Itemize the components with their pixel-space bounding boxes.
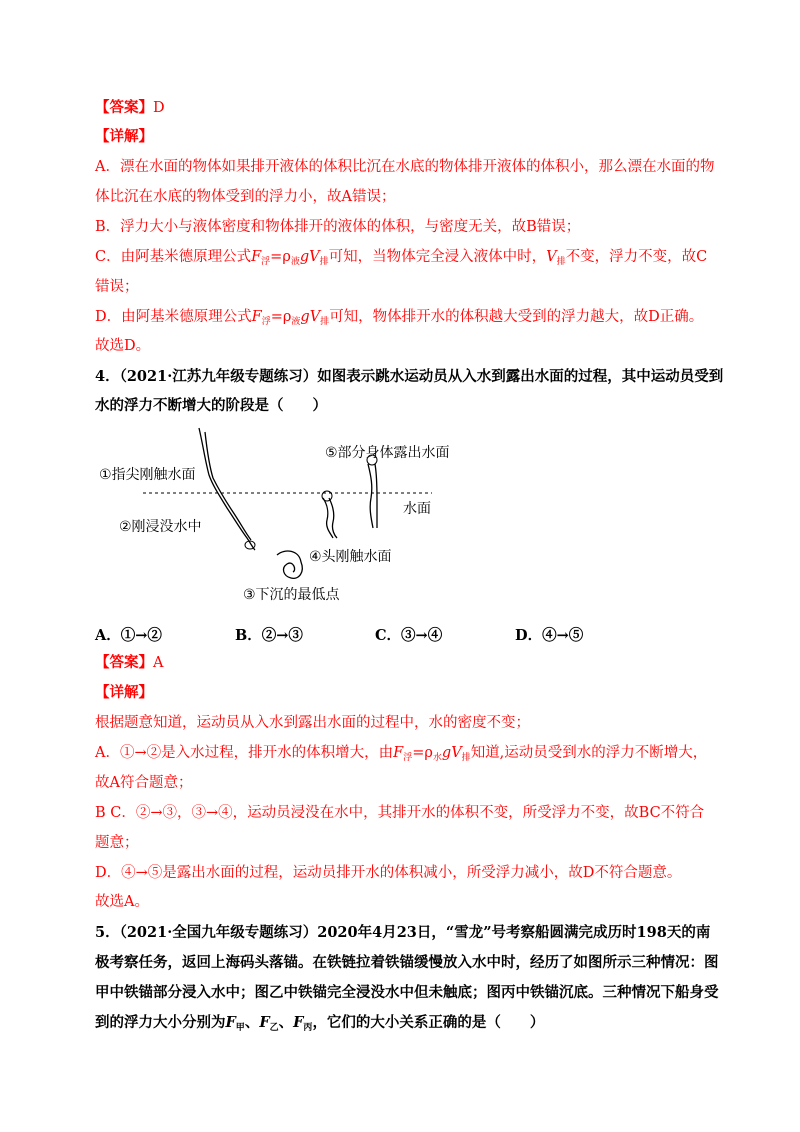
diver-bottom-figure [277, 551, 302, 578]
q4-option-d-line: D．④→⑤是露出水面的过程，运动员排开水的体积减小，所受浮力减小，故D不符合题意。 [95, 865, 682, 881]
q4-stem-line1: 4．（2021·江苏九年级专题练习）如图表示跳水运动员从入水到露出水面的过程，其中运动员受到 [95, 368, 724, 385]
q4-answer-line [95, 653, 163, 673]
label-1: ①指尖刚触水面 [99, 467, 196, 483]
q5-stem-line3: 甲中铁锚部分浸入水中；图乙中铁锚完全浸没水中但未触底；图丙中铁锚沉底。三种情况下船身受 [95, 984, 719, 1001]
c-text-tail: 不变，浮力不变，故C [565, 249, 708, 265]
q4-option-bc-line1: B C．②→③，③→④，运动员浸没在水中，其排开水的体积不变，所受浮力不变，故BC不符合 [95, 805, 705, 821]
option-b: B．②→③ [235, 627, 303, 644]
label-water: 水面 [403, 501, 431, 517]
q3-option-c-line1: C．由阿基米德原理公式$F_浮=\rho_液gV_排$可知，当物体完全浸入液体中时，$V_排$不变，浮力不变，故C [95, 249, 708, 267]
q4-intro: 根据题意知道，运动员从入水到露出水面的过程中，水的密度不变； [95, 715, 530, 731]
q3-answer-line [95, 98, 165, 118]
a-text-post: 知道,运动员受到水的浮力不断增大， [470, 745, 708, 761]
c-text-post: 可知，当物体完全浸入液体中时， [328, 249, 547, 265]
q4-option-bc-line2: 题意； [95, 835, 139, 851]
q4-stem-line2: 水的浮力不断增大的阶段是（ ） [95, 397, 327, 414]
q5-stem-line4: 到的浮力大小分别为$F_甲$、$F_乙$、$F_丙$，它们的大小关系正确的是（ ） [95, 1014, 545, 1033]
detail-tag: 【详解】 [95, 128, 153, 145]
q3-conclusion: 故选D。 [95, 338, 151, 354]
option-c: C．③→④ [375, 627, 443, 644]
diver-emerging-figure [368, 464, 377, 528]
label-3: ③下沉的最低点 [243, 587, 340, 603]
q4-option-a-line1 [95, 743, 707, 768]
q3-option-a-line2: 体比沉在水底的物体受到的浮力小，故A错误； [95, 189, 396, 205]
q3-option-a-line1: A．漂在水面的物体如果排开液体的体积比沉在水底的物体排开液体的体积小，那么漂在水面的物 [95, 159, 715, 175]
q5-text-post: ，它们的大小关系正确的是（ ） [312, 1014, 545, 1031]
q5-stem-line1: 5．（2021·全国九年级专题练习）2020年4月23日，“雪龙”号考察船圆满完成历时198天的南 [95, 924, 711, 941]
diver-entry-figure [199, 428, 255, 550]
diver-head-touch-figure [323, 498, 337, 538]
diver-diagram [95, 420, 455, 610]
q3-option-b-line: B．浮力大小与液体密度和物体排开的液体的体积，与密度无关，故B错误； [95, 219, 581, 235]
v-symbol: V [546, 249, 557, 265]
formula-archimedes: $F_浮=\rho_液gV_排$ [251, 309, 330, 327]
q5-stem-line2: 极考察任务，返回上海码头落锚。在铁链拉着铁锚缓慢放入水中时，经历了如图所示三种情况：图 [95, 954, 719, 971]
label-2: ②刚浸没水中 [119, 519, 202, 535]
q3-option-d-line [95, 307, 703, 332]
formula-archimedes-water: $F_浮=\rho_水gV_排$ [393, 745, 471, 763]
d-text-post: 可知，物体排开水的体积越大受到的浮力越大，故D正确。 [329, 309, 704, 325]
label-4: ④头刚触水面 [309, 549, 392, 565]
option-a: A．①→② [95, 627, 162, 644]
answer-tag: 【答案】 [95, 99, 153, 116]
formula-archimedes: $F_浮=\rho_液gV_排$ [251, 249, 329, 267]
label-5: ⑤部分身体露出水面 [325, 445, 450, 461]
q3-option-c-line2: 错误； [95, 279, 139, 295]
q5-text-pre: 到的浮力大小分别为 [95, 1014, 226, 1031]
answer-value: D [153, 100, 165, 116]
answer-tag: 【答案】 [95, 654, 153, 671]
q4-option-a-line2: 故A符合题意； [95, 775, 193, 791]
c-text-pre: C．由阿基米德原理公式 [95, 249, 252, 265]
answer-value: A [153, 655, 164, 671]
detail-tag: 【详解】 [95, 684, 153, 701]
d-text-pre: D．由阿基米德原理公式 [95, 309, 252, 325]
option-d: D．④→⑤ [515, 627, 584, 644]
diver-head-4 [322, 491, 332, 501]
q4-conclusion: 故选A。 [95, 894, 149, 910]
a-text-pre: A．①→②是入水过程，排开水的体积增大，由 [95, 745, 394, 761]
